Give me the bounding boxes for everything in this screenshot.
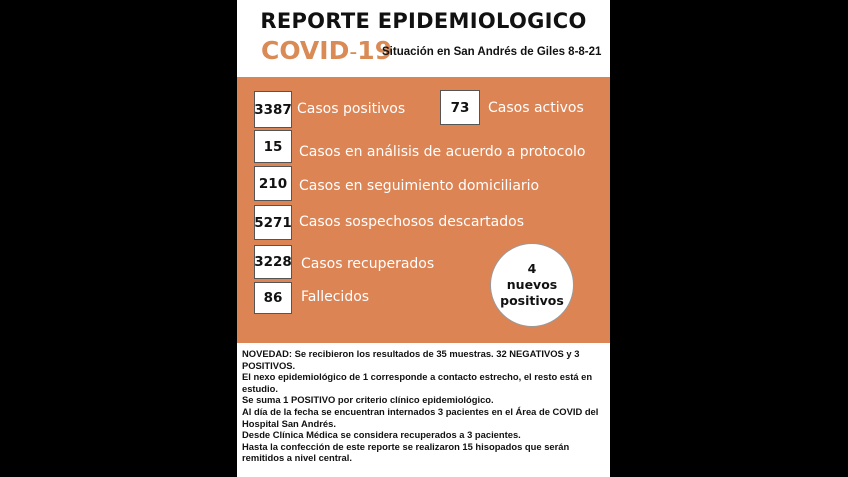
- report-page: [237, 0, 610, 477]
- situation-date: Situación en San Andrés de Giles 8-8-21: [382, 46, 602, 58]
- note-line: Al día de la fecha se encuentran internados 3 pacientes en el Área de COVID del Hospital San Andrés.: [242, 405, 599, 429]
- covid-heading: [261, 36, 392, 65]
- analisis-label: Casos en análisis de acuerdo a protocolo: [299, 144, 586, 160]
- activos-label: Casos activos: [488, 100, 584, 116]
- covid-number: 19: [357, 36, 393, 65]
- recuperados-value: 3228: [254, 245, 292, 279]
- positivos-label: Casos positivos: [297, 101, 406, 117]
- covid-word: COVID: [261, 36, 350, 65]
- nuevos-line1: nuevos: [506, 276, 558, 292]
- positivos-value: 3387: [254, 91, 292, 128]
- seguimiento-value: 210: [254, 166, 292, 201]
- note-line: Se suma 1 POSITIVO por criterio clínico epidemiológico.: [242, 394, 494, 406]
- fallecidos-label: Fallecidos: [301, 289, 370, 305]
- stats-panel: [237, 77, 610, 343]
- nuevos-line2: positivos: [500, 293, 564, 309]
- descartados-label: Casos sospechosos descartados: [299, 214, 524, 230]
- novedad-notes: [242, 348, 607, 464]
- note-line: Desde Clínica Médica se considera recuperados a 3 pacientes.: [242, 429, 521, 441]
- note-line: NOVEDAD: Se recibieron los resultados de 35 muestras. 32 NEGATIVOS y 3 POSITIVOS.: [242, 348, 580, 371]
- analisis-value: 15: [254, 130, 292, 163]
- note-line: Hasta la confección de este reporte se realizaron 15 hisopados que serán remitidos a nivel central.: [242, 440, 570, 464]
- recuperados-label: Casos recuperados: [301, 256, 435, 272]
- note-line: El nexo epidemiológico de 1 corresponde a contacto estrecho, el resto está en estudio.: [242, 371, 593, 394]
- report-title: REPORTE EPIDEMIOLOGICO: [260, 9, 587, 33]
- activos-value: 73: [440, 90, 480, 125]
- nuevos-count: 4: [527, 260, 537, 276]
- seguimiento-label: Casos en seguimiento domiciliario: [299, 178, 540, 194]
- nuevos-positivos-badge: [490, 243, 574, 327]
- descartados-value: 5271: [254, 205, 292, 240]
- fallecidos-value: 86: [254, 282, 292, 314]
- covid-dash: -: [349, 40, 358, 65]
